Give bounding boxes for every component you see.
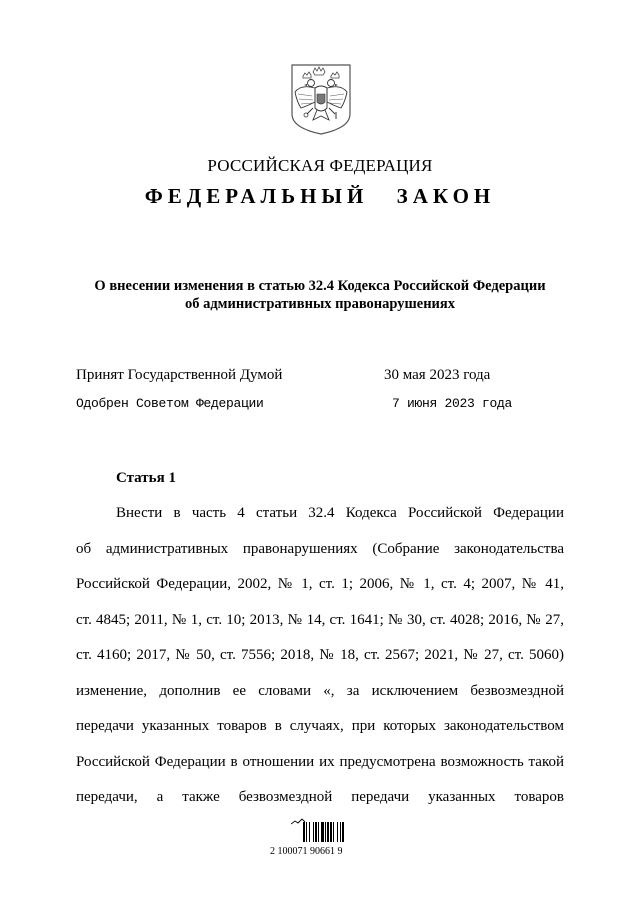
- body-text-line: Российской Федерации, 2002, № 1, ст. 1; 2006, № 1, ст. 4; 2007, № 41,: [76, 576, 564, 592]
- barcode-stamp: [291, 818, 357, 842]
- adopted-by-duma-label: Принят Государственной Думой: [76, 367, 283, 383]
- law-title-line: об административных правонарушениях: [184, 296, 456, 312]
- country-name: РОССИЙСКАЯ ФЕДЕРАЦИЯ: [207, 156, 433, 175]
- law-title-line: О внесении изменения в статью 32.4 Кодекса Российской Федерации: [94, 278, 546, 294]
- approved-by-council-label: Одобрен Советом Федерации: [76, 396, 264, 411]
- barcode-number: 2 100071 90661 9: [270, 846, 343, 857]
- approved-date: 7 июня 2023 года: [392, 396, 513, 411]
- article-heading: Статья 1: [116, 470, 176, 486]
- law-title: [60, 277, 580, 313]
- body-text-line: об административных правонарушениях (Собрание законодательства: [76, 540, 564, 557]
- body-text-line: изменение, дополнив ее словами «, за исключением безвозмездной: [76, 682, 564, 699]
- article-body: [76, 502, 564, 822]
- body-text-line: ст. 4160; 2017, № 50, ст. 7556; 2018, № 18, ст. 2567; 2021, № 27, ст. 5060): [76, 647, 564, 663]
- body-text-line: передачи указанных товаров в случаях, при которых законодательством: [76, 718, 564, 734]
- body-text-line: передачи, а также безвозмездной передачи указанных товаров: [76, 789, 564, 805]
- barcode-icon: [303, 822, 344, 842]
- document-type: ФЕДЕРАЛЬНЫЙ ЗАКОН: [144, 184, 496, 208]
- body-text-line: Российской Федерации в отношении их предусмотрена возможность такой: [76, 753, 564, 770]
- coat-of-arms-emblem: [289, 62, 353, 136]
- adopted-date: 30 мая 2023 года: [384, 367, 491, 383]
- body-text-line: ст. 4845; 2011, № 1, ст. 10; 2013, № 14, ст. 1641; № 30, ст. 4028; 2016, № 27,: [76, 611, 564, 628]
- body-text-line: Внести в часть 4 статьи 32.4 Кодекса Российской Федерации: [116, 505, 564, 521]
